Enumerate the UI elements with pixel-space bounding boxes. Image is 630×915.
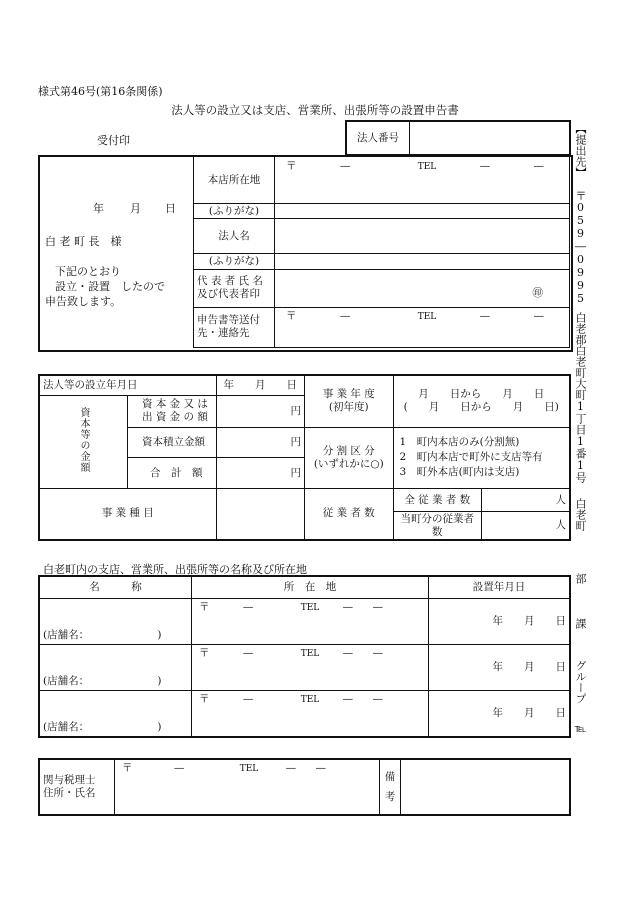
furigana-label: (ふりがな): [194, 254, 275, 269]
business-type-field[interactable]: [216, 488, 305, 540]
division-label: [305, 427, 394, 488]
tel-label: TEL: [239, 764, 259, 774]
submit-to-label: 【提出先】: [574, 123, 587, 178]
postal-mark: 〒: [199, 600, 210, 613]
tel-label: TEL: [417, 311, 437, 322]
dash: —: [339, 309, 351, 322]
col-date-header: 設置年月日: [429, 576, 571, 598]
seal-mark: ㊞: [532, 286, 543, 299]
reserve-field[interactable]: [216, 427, 305, 458]
branch-address-field[interactable]: [192, 691, 429, 737]
furigana-field[interactable]: [275, 204, 570, 219]
remarks-label: [380, 759, 401, 815]
dash: —: [342, 646, 354, 659]
division-label-2: (いずれかに○): [313, 457, 384, 470]
body-line-3: 申告致します。: [45, 295, 122, 308]
fiscal-year-label-1: 事 業 年 度: [322, 388, 375, 401]
corp-number-label: 法人番号: [346, 121, 410, 155]
tel-label: TEL: [417, 162, 437, 172]
branches-title: 白老町内の支店、営業所、出張所等の名称及び所在地: [43, 563, 307, 576]
capital-group-label: [39, 395, 128, 488]
dash: —: [372, 600, 383, 613]
branch-address-field[interactable]: [192, 644, 429, 690]
tel-label: TEL: [300, 695, 320, 706]
furigana-label: (ふりがな): [194, 204, 275, 219]
branch-name-field[interactable]: [39, 644, 192, 690]
form-number: 様式第46号(第16条関係): [38, 85, 163, 98]
branch-date-field[interactable]: 年 月 日: [429, 691, 571, 737]
representative-field[interactable]: [275, 269, 570, 307]
accountant-label-2: 住所・氏名: [43, 787, 96, 799]
corp-number-table: [345, 120, 571, 156]
accountant-table: [38, 758, 571, 816]
date-year: 年: [93, 202, 104, 215]
col-name-header: 名 称: [39, 576, 192, 598]
remarks-field[interactable]: [401, 759, 571, 815]
corp-name-label: 法人名: [194, 219, 275, 254]
store-name-label: (店舗名： ): [43, 675, 162, 688]
applicant-table: [193, 156, 570, 348]
sidebar-address: 白老郡白老町大町1丁目1番1号: [574, 312, 587, 483]
capital-amount-label: [128, 395, 217, 427]
dash: —: [173, 762, 185, 774]
division-label-1: 分 割 区 分: [322, 444, 375, 457]
tel-label: TEL: [300, 648, 320, 659]
dash: —: [242, 600, 254, 613]
corp-name-field[interactable]: [275, 219, 570, 254]
employees-label: 従 業 者 数: [305, 488, 394, 540]
representative-label: [194, 269, 275, 307]
capital-group-text: 資本等の金額: [78, 406, 89, 473]
branch-date-field[interactable]: 年 月 日: [429, 644, 571, 690]
established-label: 法人等の設立年月日: [39, 375, 216, 395]
hq-address-field[interactable]: [275, 157, 570, 204]
branch-row: [39, 644, 570, 690]
division-options[interactable]: [393, 427, 570, 488]
capital-table: [38, 374, 571, 541]
body-line-2: 設立・設置 したので: [55, 280, 165, 293]
division-option-2[interactable]: 2 町内本店で町外に支店等有: [399, 451, 543, 464]
total-label: 合 計 額: [128, 458, 217, 489]
yen-unit: 円: [290, 435, 301, 448]
branch-row: [39, 598, 570, 644]
accountant-field[interactable]: [115, 759, 380, 815]
yen-unit: 円: [290, 466, 301, 479]
capital-amount-label-1: 資 本 金 又 は: [142, 398, 208, 411]
form-title: 法人等の設立又は支店、営業所、出張所等の設置申告書: [171, 103, 459, 117]
postal-mark: 〒: [199, 646, 210, 659]
branches-table: [38, 575, 571, 738]
division-option-3[interactable]: 3 町外本店(町内は支店): [399, 466, 520, 479]
dash: —: [479, 160, 491, 172]
persons-unit: 人: [555, 493, 566, 506]
fiscal-period-field[interactable]: [393, 375, 570, 427]
dash: —: [285, 762, 297, 774]
hq-address-label: 本店所在地: [194, 157, 275, 204]
sidebar-group: グループ: [574, 660, 587, 704]
remarks-label-2: 考: [384, 791, 396, 803]
fiscal-period-2: ( 月 日から 月 日): [403, 401, 559, 414]
accountant-label-1: 関与税理士: [43, 774, 96, 786]
postal-mark: 〒: [199, 693, 210, 706]
remarks-label-1: 備: [384, 771, 396, 783]
dash: —: [342, 600, 354, 613]
business-type-label: 事 業 種 目: [39, 488, 216, 540]
contact-label-1: 申告書等送付: [197, 314, 260, 327]
dash: —: [242, 646, 254, 659]
dash: —: [372, 693, 383, 706]
date-month: 月: [130, 202, 141, 215]
representative-label-2: 及び代表者印: [197, 288, 260, 301]
postal-mark: 〒: [286, 309, 297, 322]
dash: —: [533, 160, 544, 172]
branch-row: [39, 691, 570, 737]
contact-label: [194, 307, 275, 347]
accountant-label: [39, 759, 115, 815]
col-address-header: 所 在 地: [192, 576, 429, 598]
body-line-1: 下記のとおり: [55, 265, 121, 278]
dash: —: [533, 309, 544, 322]
capital-amount-field[interactable]: [216, 395, 305, 427]
branch-date-field[interactable]: 年 月 日: [429, 598, 571, 644]
sidebar-department: 部: [574, 573, 587, 584]
dash: —: [372, 646, 383, 659]
store-name-label: (店舗名： ): [43, 628, 162, 641]
all-employees-field[interactable]: [482, 488, 571, 511]
sidebar-town: 白老町: [574, 498, 587, 531]
all-employees-label: 全 従 業 者 数: [393, 488, 482, 511]
reception-stamp-label: 受付印: [97, 134, 130, 147]
furigana-field[interactable]: [275, 254, 570, 269]
representative-label-1: 代 表 者 氏 名: [197, 275, 263, 288]
corp-number-field[interactable]: [410, 121, 571, 155]
fiscal-year-label-2: (初年度): [328, 401, 369, 414]
capital-amount-label-2: 出 資 金 の 額: [142, 411, 208, 424]
branch-name-field[interactable]: [39, 598, 192, 644]
contact-field[interactable]: [275, 307, 570, 347]
contact-label-2: 先・連絡先: [197, 327, 250, 340]
postal-mark: 〒: [286, 160, 297, 172]
town-employees-field[interactable]: [482, 512, 571, 540]
branch-address-field[interactable]: [192, 598, 429, 644]
sidebar-tel: ℡: [574, 722, 587, 735]
fiscal-year-label: [305, 375, 394, 427]
date-day: 日: [165, 202, 176, 215]
dash: —: [479, 309, 491, 322]
yen-unit: 円: [290, 404, 301, 417]
addressee: 白 老 町 長 様: [45, 235, 122, 248]
persons-unit: 人: [555, 519, 566, 532]
dash: —: [242, 693, 254, 706]
dash: —: [315, 762, 326, 774]
dash: —: [339, 160, 351, 172]
town-employees-label: 当町分の従業者数: [393, 512, 482, 540]
dash: —: [342, 693, 354, 706]
sidebar-section: 課: [574, 618, 587, 629]
sidebar-postal: 〒059―0995: [574, 190, 587, 305]
reserve-label: 資本積立金額: [128, 427, 217, 458]
fiscal-period-1: 月 日から 月 日: [418, 388, 545, 401]
store-name-label: (店舗名： ): [43, 721, 162, 733]
division-option-1[interactable]: 1 町内本店のみ(分割無): [399, 436, 520, 449]
branch-name-field[interactable]: [39, 691, 192, 737]
established-field[interactable]: 年 月 日: [216, 375, 305, 395]
total-field[interactable]: [216, 458, 305, 489]
tel-label: TEL: [300, 602, 320, 613]
postal-mark: 〒: [122, 762, 133, 774]
